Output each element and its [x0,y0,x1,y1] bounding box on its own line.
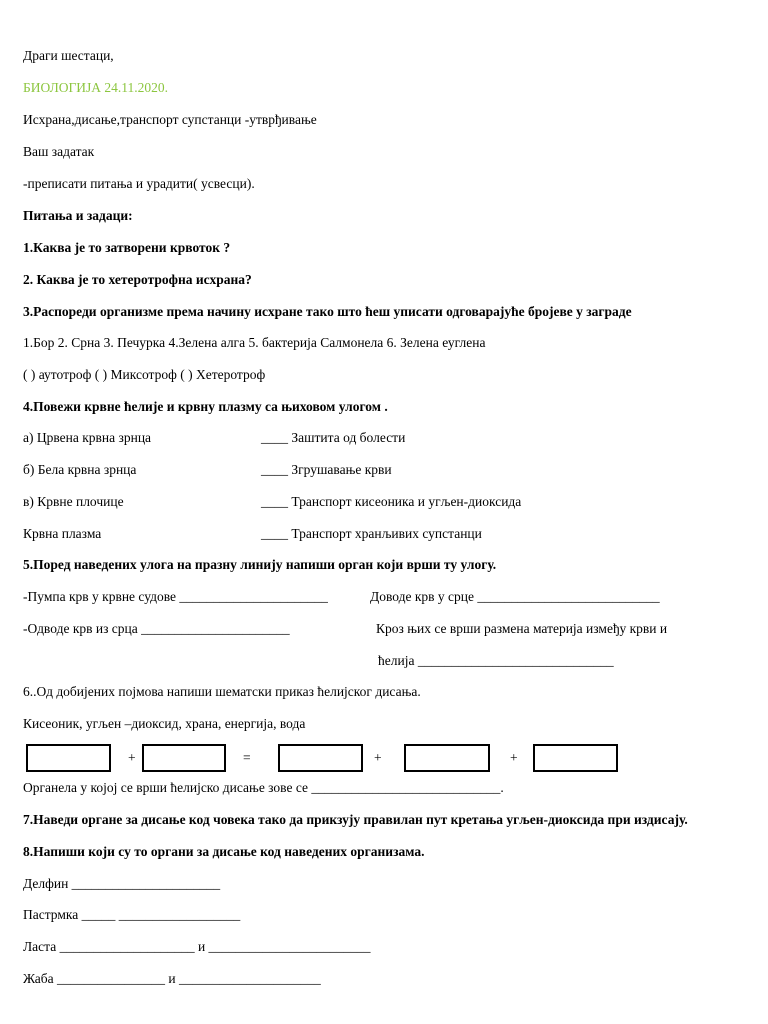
question-4: 4.Повежи крвне ћелије и крвну плазму са њиховом улогом . [23,399,388,414]
scheme-plus-3: + [510,750,518,765]
question-4-left-3: в) Крвне плочице [23,494,124,509]
scheme-box-2[interactable] [142,744,226,772]
question-4-right-4: ____ Транспорт хранљивих супстанци [261,526,482,541]
scheme-box-5[interactable] [533,744,618,772]
question-3-organism-list: 1.Бор 2. Срна 3. Печурка 4.Зелена алга 5. бактерија Салмонела 6. Зелена еуглена [23,335,486,350]
scheme-box-3[interactable] [278,744,363,772]
subject-date: БИОЛОГИЈА 24.11.2020. [23,80,169,95]
task-description: -преписати питања и урадити( усвесци). [23,176,255,191]
scheme-equals: = [243,750,251,765]
question-4-left-1: а) Црвена крвна зрнца [23,430,152,445]
question-1: 1.Каква је то затворени крвоток ? [23,240,231,255]
question-3: 3.Распореди организме према начину исхране тако што ћеш уписати одговарајуће бројеве у заграде [23,304,632,319]
section-title: Питања и задаци: [23,208,133,223]
question-6-organelle: Органела у којој се врши ћелијско дисање зове се ____________________________. [23,780,504,795]
question-5: 5.Поред наведених улога на празну линију напиши орган који врши ту улогу. [23,557,497,572]
task-title: Ваш задатак [23,144,95,159]
scheme-plus-2: + [374,750,382,765]
question-4-left-4: Крвна плазма [23,526,102,541]
scheme-box-4[interactable] [404,744,490,772]
question-8: 8.Напиши који су то органи за дисање код наведених организама. [23,844,425,859]
question-2: 2. Каква је то хетеротрофна исхрана? [23,272,252,287]
question-4-right-3: ____ Транспорт кисеоника и угљен-диоксида [261,494,522,509]
question-7: 7.Наведи органе за дисање код човека тако да прикзују правилан пут кретања угљен-диоксида при издисају. [23,812,688,827]
question-6-terms: Кисеоник, угљен –диоксид, храна, енергија, вода [23,716,306,731]
greeting: Драги шестаци, [23,48,114,63]
question-5-pump: -Пумпа крв у крвне судове ______________________ [23,589,328,604]
question-5-exchange: Кроз њих се врши размена материја између крви и [376,621,668,636]
question-6: 6..Од добијених појмова напиши шематски приказ ћелијског дисања. [23,684,421,699]
question-8-swallow: Ласта ____________________ и ________________________ [23,939,371,954]
question-5-bring-blood: Доводе крв у срце ___________________________ [370,589,660,604]
scheme-plus-1: + [128,750,136,765]
question-8-trout: Пастрмка _____ __________________ [23,907,241,922]
question-4-right-2: ____ Згрушавање крви [261,462,392,477]
scheme-box-1[interactable] [26,744,111,772]
question-8-frog: Жаба ________________ и _____________________ [23,971,321,986]
question-3-answer-line: ( ) аутотроф ( ) Миксотроф ( ) Хетеротроф [23,367,266,382]
question-5-cells: ћелија _____________________________ [378,653,614,668]
question-5-carry-away: -Одводе крв из срца ______________________ [23,621,290,636]
topic: Исхрана,дисање,транспорт супстанци -утврђивање [23,112,317,127]
question-4-right-1: ____ Заштита од болести [261,430,406,445]
question-4-left-2: б) Бела крвна зрнца [23,462,137,477]
question-8-dolphin: Делфин ______________________ [23,876,221,891]
